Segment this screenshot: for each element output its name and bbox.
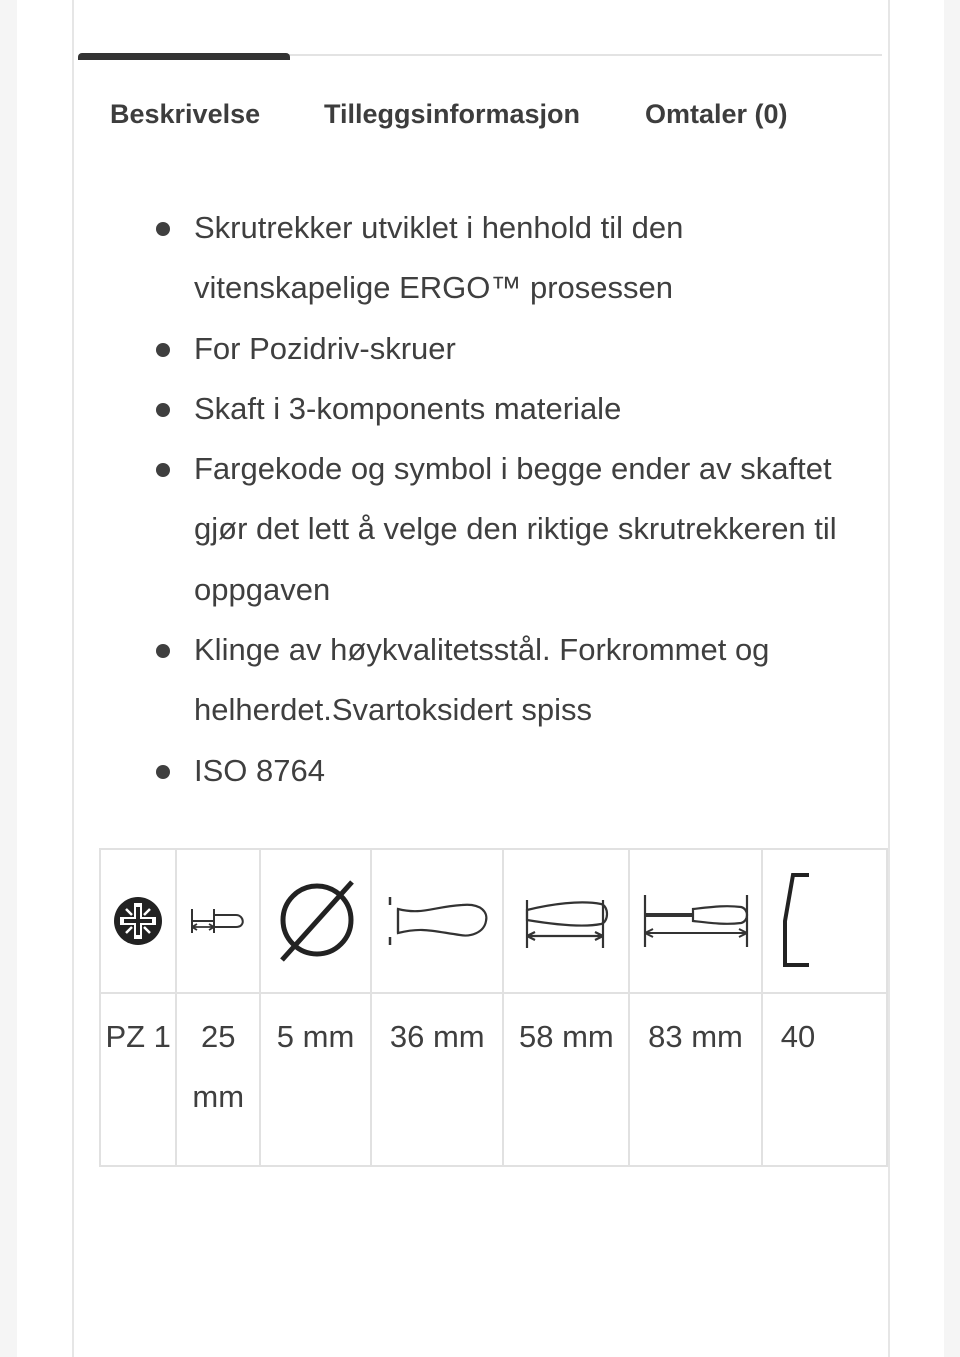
spec-value-handle-length: 58 mm [503, 993, 629, 1166]
bullet-icon [156, 403, 170, 417]
spec-value-blade-length: 25 mm [176, 993, 260, 1166]
spec-icon-cell [176, 849, 260, 993]
tab-reviews[interactable]: Omtaler (0) [645, 99, 788, 129]
pozidriv-tip-icon [112, 895, 164, 947]
handle-diameter-icon [382, 891, 492, 951]
bullet-icon [156, 343, 170, 357]
blade-length-icon [188, 901, 248, 941]
spec-table [99, 848, 888, 1167]
bullet-icon [156, 463, 170, 477]
list-item: Skaft i 3-komponents materiale [152, 379, 852, 439]
spec-icon-cell [503, 849, 629, 993]
tab-additional-information[interactable]: Tilleggsinformasjon [324, 99, 581, 129]
spec-value-overall-length: 83 mm [629, 993, 761, 1166]
spec-value-cut-off: 40 [762, 993, 887, 1166]
list-item: Skrutrekker utviklet i henhold til den vitenskapelige ERGO™ prosessen [152, 198, 852, 319]
list-item: ISO 8764 [152, 741, 852, 801]
bracket-icon [781, 871, 821, 971]
bullet-icon [156, 644, 170, 658]
bullet-icon [156, 222, 170, 236]
left-gutter [0, 0, 17, 1357]
bullet-icon [156, 765, 170, 779]
handle-length-icon [521, 886, 611, 956]
right-gutter [944, 0, 960, 1357]
list-item: Klinge av høykvalitetsstål. Forkrommet og helherdet.Svartoksidert spiss [152, 620, 852, 741]
tab-description[interactable]: Beskrivelse [110, 99, 261, 129]
spec-value-tip: PZ 1 [100, 993, 176, 1166]
spec-icon-cell [762, 849, 887, 993]
list-item: For Pozidriv-skruer [152, 319, 852, 379]
spec-icon-cell [629, 849, 761, 993]
spec-icon-cell [100, 849, 176, 993]
active-tab-indicator [78, 53, 290, 60]
spec-value-row [100, 993, 887, 1166]
list-item: Fargekode og symbol i begge ender av skaftet gjør det lett å velge den riktige skrutrekkeren til oppgaven [152, 439, 852, 620]
feature-list [152, 198, 852, 801]
spec-value-diameter: 5 mm [260, 993, 371, 1166]
spec-icon-cell [260, 849, 371, 993]
product-tabs-panel [72, 0, 890, 1357]
spec-icon-cell [371, 849, 503, 993]
spec-value-handle-diameter: 36 mm [371, 993, 503, 1166]
diameter-icon [274, 876, 358, 966]
overall-length-icon [641, 889, 751, 953]
spec-icon-row [100, 849, 887, 993]
